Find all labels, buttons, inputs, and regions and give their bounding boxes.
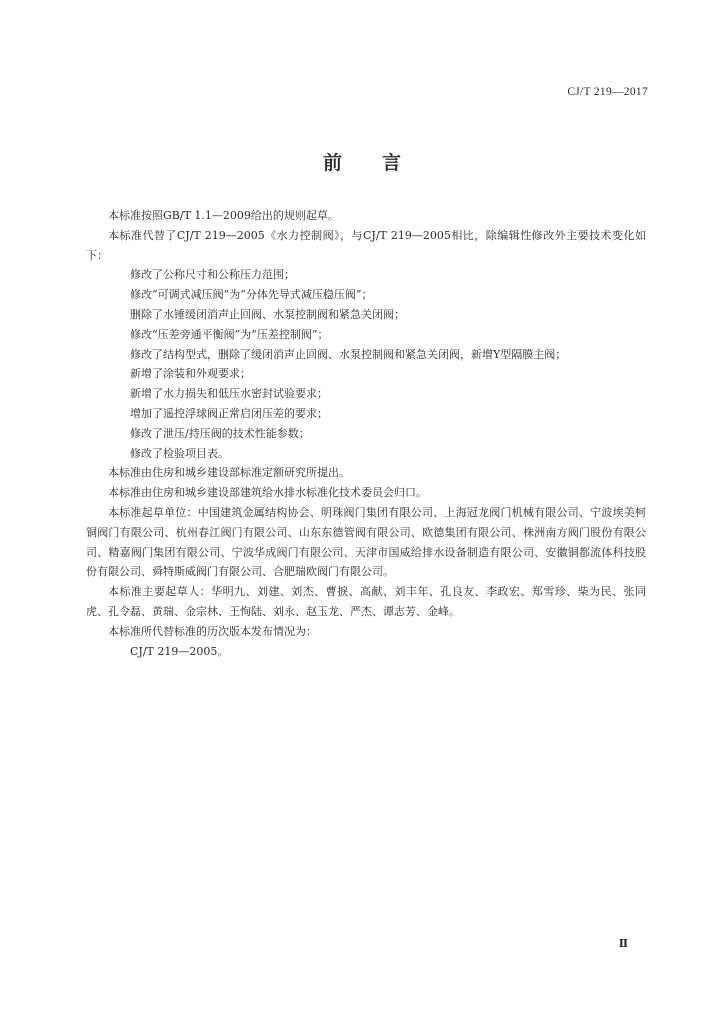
paragraph: 本标准按照GB/T 1.1—2009给出的规则起草。 <box>108 209 339 222</box>
paragraph: 本标准代替了CJ/T 219—2005《水力控制阀》，与CJ/T 219—2005相比，除编辑性修改外主要技术变化如下： <box>86 228 646 262</box>
list-item: 新增了水力损失和低压水密封试验要求； <box>130 387 328 401</box>
page-number: Ⅱ <box>618 938 628 950</box>
list-item: 新增了涂装和外观要求； <box>130 367 251 381</box>
paragraph: 本标准所代替标准的历次版本发布情况为： <box>108 624 317 638</box>
document-body <box>86 206 646 661</box>
history-item: CJ/T 219—2005。 <box>130 644 229 658</box>
list-item: 修改“压差旁通平衡阀”为“压差控制阀”； <box>130 327 329 341</box>
page-title: 前言 <box>322 152 441 174</box>
paragraph: 本标准主要起草人：华明九、刘建、刘杰、曹捩、高献、刘丰年、孔良友、李政宏、郑雪珍、柴为民、张同虎、孔令磊、黄瑞、金宗林、王恂陆、刘永、赵玉龙、严杰、谭志芳、金峰。 <box>86 585 646 618</box>
list-item: 增加了遥控浮球阀正常启闭压差的要求； <box>130 406 328 420</box>
paragraph: 本标准起草单位：中国建筑金属结构协会、明珠阀门集团有限公司、上海冠龙阀门机械有限公司、宁波埃美柯铜阀门有限公司、杭州春江阀门有限公司、山东东德管阀有限公司、欧德集团有限公司、株洲南方阀门股份有限公司、精嘉阀门集团有限公司、宁波华成阀门有限公司、天津市国威给排水设备制造有限公司、安徽铜都流体科技股份有限公司、舜特斯威阀门有限公司、合肥瑞欧阀门有限公司。 <box>86 505 646 579</box>
list-item: 删除了水锤缓闭消声止回阀、水泵控制阀和紧急关闭阀； <box>130 307 405 321</box>
paragraph: 本标准由住房和城乡建设部标准定额研究所提出。 <box>108 466 350 480</box>
list-item: 修改了结构型式，删除了缓闭消声止回阀、水泵控制阀和紧急关闭阀，新增Y型隔膜主阀； <box>130 347 567 361</box>
list-item: 修改了公称尺寸和公称压力范围； <box>130 268 295 282</box>
list-item: 修改了检验项目表。 <box>130 446 229 460</box>
list-item: 修改“可调式减压阀”为“分体先导式减压稳压阀”； <box>130 288 373 302</box>
paragraph: 本标准由住房和城乡建设部建筑给水排水标准化技术委员会归口。 <box>108 486 427 500</box>
document-code: CJ/T 219—2017 <box>567 86 648 98</box>
list-item: 修改了泄压/持压阀的技术性能参数； <box>130 426 310 440</box>
